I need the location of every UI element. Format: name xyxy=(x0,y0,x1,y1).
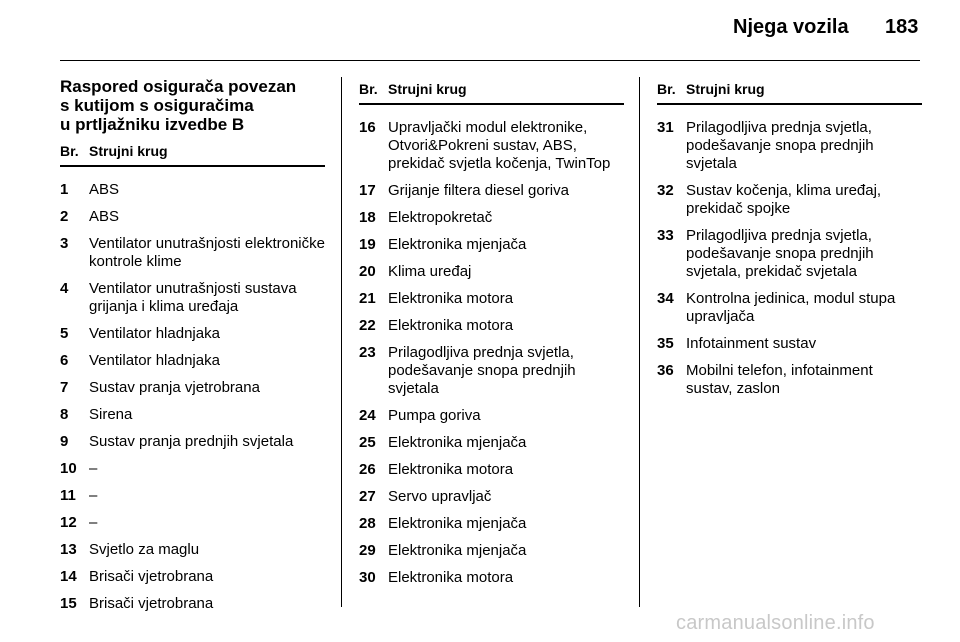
fuse-number: 2 xyxy=(60,208,69,225)
fuse-circuit: Mobilni telefon, infotainment sustav, zaslon xyxy=(686,362,873,397)
fuse-number: 18 xyxy=(359,209,376,226)
fuse-circuit: Elektropokretač xyxy=(388,209,493,226)
fuse-number: 12 xyxy=(60,514,77,531)
fuse-circuit: Svjetlo za maglu xyxy=(89,541,200,558)
fuse-circuit: Sustav pranja vjetrobrana xyxy=(89,379,260,396)
fuse-circuit: Ventilator unutrašnjosti elektroničke kontrole klime xyxy=(89,235,325,270)
fuse-number: 10 xyxy=(60,460,77,477)
fuse-row xyxy=(359,182,624,200)
fuse-number: 5 xyxy=(60,325,69,342)
page-title: Njega vozila xyxy=(733,16,849,38)
fuse-row xyxy=(60,280,325,316)
fuse-row xyxy=(60,325,325,343)
fuse-circuit: Elektronika motora xyxy=(388,290,514,307)
fuse-number: 27 xyxy=(359,488,376,505)
fuse-row xyxy=(359,263,624,281)
fuse-circuit: Kontrolna jedinica, modul stupa upravljača xyxy=(686,290,896,325)
fuse-number: 16 xyxy=(359,119,376,136)
fuse-circuit: Upravljački modul elektronike, Otvori&Pokreni sustav, ABS, prekidač svjetla kočenja, TwinTop xyxy=(388,119,611,172)
column-2 xyxy=(359,81,624,596)
fuse-row xyxy=(657,290,922,326)
fuse-number: 13 xyxy=(60,541,77,558)
fuse-number: 14 xyxy=(60,568,77,585)
fuse-row xyxy=(657,119,922,173)
fuse-number: 20 xyxy=(359,263,376,280)
fuse-circuit: Sirena xyxy=(89,406,133,423)
fuse-number: 24 xyxy=(359,407,376,424)
fuse-circuit: – xyxy=(89,514,98,531)
fuse-row xyxy=(60,181,325,199)
fuse-circuit: Prilagodljiva prednja svjetla, podešavanje snopa prednjih svjetala xyxy=(388,344,576,397)
fuse-row xyxy=(60,406,325,424)
fuse-circuit: Elektronika mjenjača xyxy=(388,542,527,559)
fuse-circuit: ABS xyxy=(89,208,120,225)
fuse-number: 23 xyxy=(359,344,376,361)
fuse-number: 17 xyxy=(359,182,376,199)
fuse-circuit: Sustav pranja prednjih svjetala xyxy=(89,433,294,450)
fuse-number: 1 xyxy=(60,181,69,198)
fuse-row xyxy=(359,209,624,227)
fuse-circuit: Elektronika motora xyxy=(388,317,514,334)
fuse-row xyxy=(60,595,325,613)
fuse-number: 7 xyxy=(60,379,69,396)
fuse-row xyxy=(359,488,624,506)
fuse-row xyxy=(60,541,325,559)
fuse-circuit: Elektronika mjenjača xyxy=(388,515,527,532)
fuse-circuit: Pumpa goriva xyxy=(388,407,481,424)
fuse-list xyxy=(657,119,922,398)
fuse-number: 3 xyxy=(60,235,69,252)
fuse-circuit: Elektronika motora xyxy=(388,569,514,586)
fuse-row xyxy=(60,568,325,586)
fuse-number: 19 xyxy=(359,236,376,253)
fuse-row xyxy=(359,317,624,335)
fuse-row xyxy=(60,208,325,226)
fuse-row xyxy=(60,514,325,532)
fuse-number: 32 xyxy=(657,182,674,199)
table-header xyxy=(359,81,624,105)
fuse-circuit: Brisači vjetrobrana xyxy=(89,568,214,585)
fuse-row xyxy=(359,515,624,533)
fuse-row xyxy=(359,407,624,425)
fuse-number: 36 xyxy=(657,362,674,379)
fuse-circuit: Prilagodljiva prednja svjetla, podešavanje snopa prednjih svjetala xyxy=(686,119,874,172)
table-header xyxy=(657,81,922,105)
fuse-circuit: ABS xyxy=(89,181,120,198)
section-title xyxy=(60,77,325,134)
fuse-circuit: Ventilator hladnjaka xyxy=(89,352,220,369)
fuse-circuit: Ventilator hladnjaka xyxy=(89,325,220,342)
fuse-row xyxy=(359,542,624,560)
fuse-circuit: Klima uređaj xyxy=(388,263,472,280)
fuse-list xyxy=(359,119,624,587)
fuse-circuit: Elektronika mjenjača xyxy=(388,236,527,253)
fuse-circuit: Prilagodljiva prednja svjetla, podešavanje snopa prednjih svjetala, prekidač svjetala xyxy=(686,227,874,280)
fuse-row xyxy=(60,487,325,505)
column-3 xyxy=(657,81,922,407)
fuse-number: 6 xyxy=(60,352,69,369)
column-divider-2 xyxy=(639,77,640,607)
fuse-number: 31 xyxy=(657,119,674,136)
fuse-circuit: Grijanje filtera diesel goriva xyxy=(388,182,569,199)
fuse-number: 34 xyxy=(657,290,674,307)
header-circuit: Strujni krug xyxy=(388,81,467,97)
fuse-number: 26 xyxy=(359,461,376,478)
fuse-row xyxy=(359,344,624,398)
header-nr: Br. xyxy=(359,81,378,97)
fuse-number: 9 xyxy=(60,433,69,450)
fuse-row xyxy=(657,362,922,398)
column-1 xyxy=(60,77,325,622)
header-circuit: Strujni krug xyxy=(89,143,168,159)
fuse-circuit: Sustav kočenja, klima uređaj, prekidač spojke xyxy=(686,182,882,217)
fuse-number: 15 xyxy=(60,595,77,612)
header-nr: Br. xyxy=(657,81,676,97)
fuse-circuit: – xyxy=(89,487,98,504)
fuse-number: 35 xyxy=(657,335,674,352)
fuse-number: 21 xyxy=(359,290,376,307)
fuse-row xyxy=(60,433,325,451)
fuse-circuit: – xyxy=(89,460,98,477)
fuse-circuit: Elektronika motora xyxy=(388,461,514,478)
fuse-row xyxy=(657,335,922,353)
fuse-number: 8 xyxy=(60,406,69,423)
section-title-line: s kutijom s osiguračima xyxy=(60,96,254,115)
fuse-number: 25 xyxy=(359,434,376,451)
header-nr: Br. xyxy=(60,143,79,159)
fuse-circuit: Ventilator unutrašnjosti sustava grijanja i klima uređaja xyxy=(89,280,297,315)
fuse-number: 28 xyxy=(359,515,376,532)
section-title-line: u prtljažniku izvedbe B xyxy=(60,115,245,134)
fuse-number: 30 xyxy=(359,569,376,586)
column-divider-1 xyxy=(341,77,342,607)
table-header xyxy=(60,143,325,167)
watermark: carmanualsonline.info xyxy=(676,612,875,634)
header-circuit: Strujni krug xyxy=(686,81,765,97)
fuse-list xyxy=(60,181,325,613)
fuse-row xyxy=(359,236,624,254)
fuse-row xyxy=(60,352,325,370)
section-title-line: Raspored osigurača povezan xyxy=(60,77,297,96)
fuse-row xyxy=(60,235,325,271)
fuse-circuit: Servo upravljač xyxy=(388,488,492,505)
fuse-row xyxy=(657,227,922,281)
fuse-row xyxy=(359,434,624,452)
fuse-number: 11 xyxy=(60,487,76,504)
fuse-row xyxy=(657,182,922,218)
fuse-row xyxy=(60,460,325,478)
fuse-circuit: Elektronika mjenjača xyxy=(388,434,527,451)
fuse-number: 22 xyxy=(359,317,376,334)
fuse-row xyxy=(60,379,325,397)
fuse-number: 29 xyxy=(359,542,376,559)
fuse-row xyxy=(359,461,624,479)
header-divider xyxy=(60,60,920,61)
fuse-number: 33 xyxy=(657,227,674,244)
fuse-row xyxy=(359,290,624,308)
fuse-number: 4 xyxy=(60,280,69,297)
page-number: 183 xyxy=(885,16,919,38)
fuse-row xyxy=(359,119,624,173)
fuse-row xyxy=(359,569,624,587)
fuse-circuit: Brisači vjetrobrana xyxy=(89,595,214,612)
fuse-circuit: Infotainment sustav xyxy=(686,335,817,352)
